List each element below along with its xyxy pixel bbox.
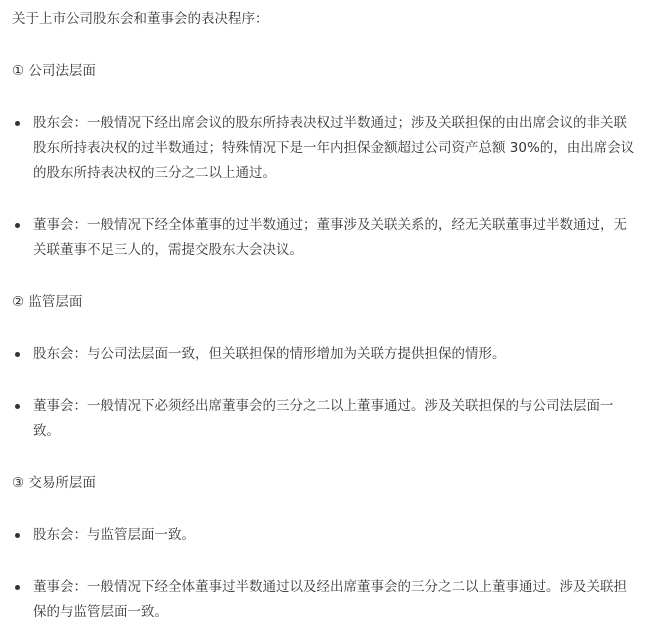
bullet-dot-icon <box>15 352 20 357</box>
intro-text: 关于上市公司股东会和董事会的表决程序： <box>12 11 269 27</box>
section-exchange <box>12 471 636 625</box>
bullet-dot-icon <box>15 404 20 409</box>
bullet-list-company-law <box>12 111 636 263</box>
section-title-regulatory: ② 监管层面 <box>12 294 83 310</box>
list-item <box>12 523 636 548</box>
list-item <box>12 575 636 625</box>
list-item-text: 董事会：一般情况下经全体董事的过半数通过；董事涉及关联关系的，经无关联董事过半数通过，无关联董事不足三人的，需提交股东大会决议。 <box>33 217 627 258</box>
section-title-exchange: ③ 交易所层面 <box>12 475 96 491</box>
bullet-dot-icon <box>15 121 20 126</box>
bullet-dot-icon <box>15 585 20 590</box>
list-item <box>12 394 636 444</box>
bullet-dot-icon <box>15 223 20 228</box>
list-item-text: 董事会：一般情况下经全体董事过半数通过以及经出席董事会的三分之二以上董事通过。涉及关联担保的与监管层面一致。 <box>33 579 627 620</box>
list-item <box>12 213 636 263</box>
section-title-company-law: ① 公司法层面 <box>12 63 96 79</box>
list-item-text: 股东会：与监管层面一致。 <box>33 527 195 543</box>
bullet-dot-icon <box>15 533 20 538</box>
bullet-list-regulatory <box>12 342 636 444</box>
list-item <box>12 111 636 186</box>
section-company-law <box>12 59 636 263</box>
bullet-list-exchange <box>12 523 636 625</box>
list-item <box>12 342 636 367</box>
list-item-text: 董事会：一般情况下必须经出席董事会的三分之二以上董事通过。涉及关联担保的与公司法层面一致。 <box>33 398 614 439</box>
section-regulatory <box>12 290 636 444</box>
list-item-text: 股东会：与公司法层面一致，但关联担保的情形增加为关联方提供担保的情形。 <box>33 346 506 362</box>
list-item-text: 股东会：一般情况下经出席会议的股东所持表决权过半数通过；涉及关联担保的由出席会议的非关联股东所持表决权的过半数通过；特殊情况下是一年内担保金额超过公司资产总额 30%的，由出席会议的股东所持表决权的三分之二以上通过。 <box>33 115 635 181</box>
